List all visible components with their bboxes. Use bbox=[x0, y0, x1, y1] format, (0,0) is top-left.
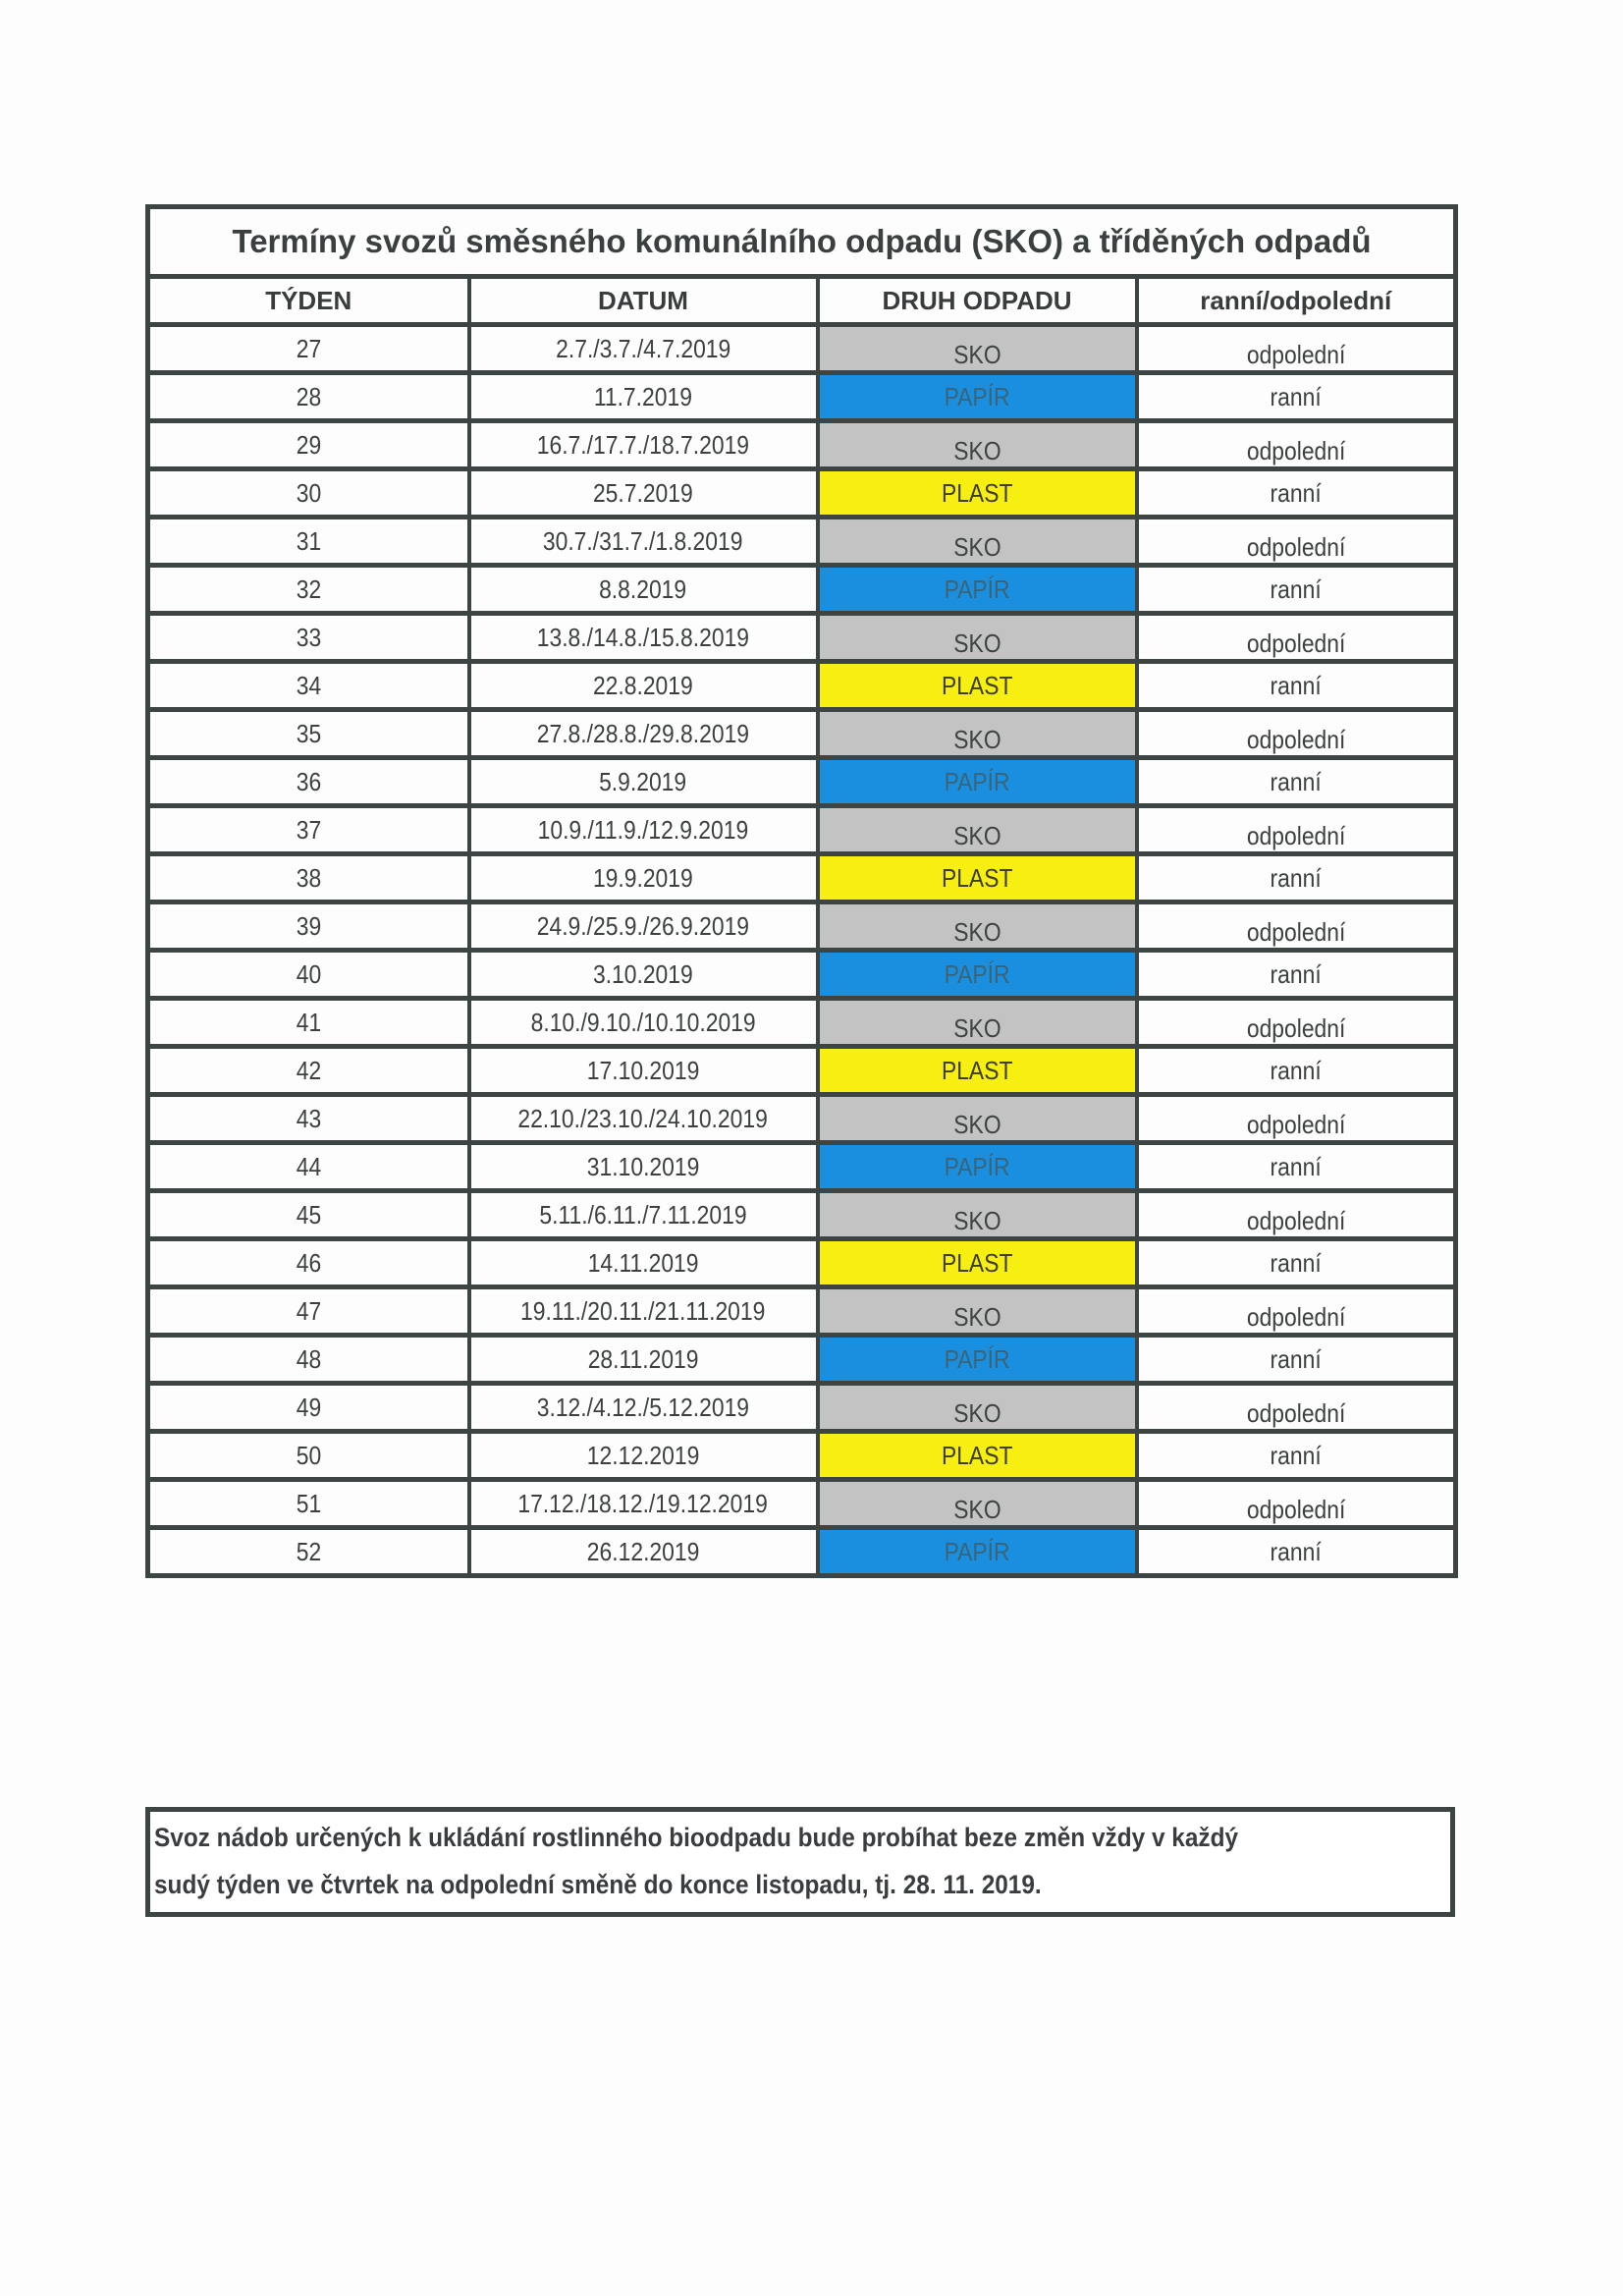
waste-type-cell-text: SKO bbox=[952, 628, 1001, 658]
shift-cell-text: odpolední bbox=[1246, 1301, 1346, 1332]
date-cell bbox=[469, 1528, 818, 1576]
week-cell-text: 36 bbox=[296, 766, 321, 796]
date-cell bbox=[469, 1336, 818, 1384]
table-title: Termíny svozů směsného komunálního odpadu (SKO) a tříděných odpadů bbox=[148, 207, 1456, 277]
date-cell bbox=[469, 662, 818, 710]
date-cell bbox=[469, 566, 818, 614]
bio-waste-note bbox=[145, 1807, 1455, 1917]
shift-cell-text: odpolední bbox=[1246, 531, 1346, 562]
date-cell-text: 17.10.2019 bbox=[586, 1055, 700, 1085]
week-cell bbox=[148, 1336, 469, 1384]
waste-type-cell bbox=[818, 951, 1137, 999]
date-cell-text: 8.10./9.10./10.10.2019 bbox=[530, 1007, 756, 1037]
shift-cell bbox=[1137, 518, 1456, 566]
table-row bbox=[148, 1336, 1456, 1384]
week-cell-text: 27 bbox=[296, 333, 321, 363]
date-cell-text: 25.7.2019 bbox=[593, 477, 693, 508]
week-cell-text: 29 bbox=[296, 429, 321, 460]
column-header-week: TÝDEN bbox=[148, 277, 469, 325]
shift-cell-text: odpolední bbox=[1246, 1012, 1346, 1043]
date-cell-text: 10.9./11.9./12.9.2019 bbox=[537, 814, 749, 845]
week-cell-text: 37 bbox=[296, 814, 321, 845]
week-cell-text: 34 bbox=[296, 670, 321, 700]
waste-type-cell bbox=[818, 469, 1137, 518]
table-row bbox=[148, 1528, 1456, 1576]
waste-type-cell bbox=[818, 325, 1137, 373]
table-row bbox=[148, 1384, 1456, 1432]
date-cell bbox=[469, 469, 818, 518]
week-cell-text: 46 bbox=[296, 1247, 321, 1278]
shift-cell-text: odpolední bbox=[1246, 1494, 1346, 1524]
table-row bbox=[148, 1191, 1456, 1239]
date-cell-text: 12.12.2019 bbox=[586, 1440, 700, 1470]
shift-cell bbox=[1137, 614, 1456, 662]
shift-cell-text: ranní bbox=[1270, 766, 1322, 796]
shift-cell-text: ranní bbox=[1270, 1247, 1322, 1278]
waste-type-cell bbox=[818, 566, 1137, 614]
shift-cell-text: ranní bbox=[1270, 1055, 1322, 1085]
date-cell bbox=[469, 1287, 818, 1336]
waste-type-cell-text: SKO bbox=[952, 916, 1001, 947]
shift-cell bbox=[1137, 854, 1456, 902]
shift-cell bbox=[1137, 566, 1456, 614]
week-cell bbox=[148, 806, 469, 854]
week-cell-text: 33 bbox=[296, 622, 321, 652]
date-cell bbox=[469, 999, 818, 1047]
table-row bbox=[148, 421, 1456, 469]
waste-type-cell-text: PLAST bbox=[941, 1055, 1013, 1085]
shift-cell bbox=[1137, 902, 1456, 951]
week-cell-text: 44 bbox=[296, 1151, 321, 1181]
waste-type-cell bbox=[818, 1047, 1137, 1095]
title-row bbox=[148, 207, 1456, 277]
week-cell-text: 28 bbox=[296, 381, 321, 411]
shift-cell bbox=[1137, 662, 1456, 710]
waste-type-cell-text: PAPÍR bbox=[944, 1536, 1010, 1566]
date-cell bbox=[469, 518, 818, 566]
date-cell bbox=[469, 373, 818, 421]
date-cell-text: 19.9.2019 bbox=[593, 862, 693, 893]
waste-type-cell bbox=[818, 999, 1137, 1047]
waste-type-cell-text: SKO bbox=[952, 820, 1001, 850]
date-cell bbox=[469, 1384, 818, 1432]
date-cell bbox=[469, 421, 818, 469]
week-cell bbox=[148, 902, 469, 951]
table-row bbox=[148, 662, 1456, 710]
table-row bbox=[148, 951, 1456, 999]
waste-type-cell bbox=[818, 758, 1137, 806]
shift-cell bbox=[1137, 373, 1456, 421]
waste-type-cell-text: SKO bbox=[952, 339, 1001, 369]
shift-cell bbox=[1137, 758, 1456, 806]
shift-cell-text: odpolední bbox=[1246, 1205, 1346, 1235]
waste-type-cell-text: PAPÍR bbox=[944, 1343, 1010, 1374]
date-cell-text: 22.10./23.10./24.10.2019 bbox=[517, 1103, 769, 1133]
week-cell bbox=[148, 566, 469, 614]
waste-type-cell-text: SKO bbox=[952, 1109, 1001, 1139]
table-row bbox=[148, 1480, 1456, 1528]
date-cell-text: 31.10.2019 bbox=[586, 1151, 700, 1181]
table-row bbox=[148, 518, 1456, 566]
week-cell bbox=[148, 373, 469, 421]
waste-type-cell bbox=[818, 1143, 1137, 1191]
table-row bbox=[148, 1143, 1456, 1191]
shift-cell-text: odpolední bbox=[1246, 628, 1346, 658]
waste-type-cell bbox=[818, 1528, 1137, 1576]
shift-cell bbox=[1137, 1287, 1456, 1336]
shift-cell bbox=[1137, 421, 1456, 469]
date-cell bbox=[469, 1143, 818, 1191]
shift-cell-text: ranní bbox=[1270, 1440, 1322, 1470]
week-cell-text: 50 bbox=[296, 1440, 321, 1470]
week-cell bbox=[148, 1287, 469, 1336]
week-cell-text: 31 bbox=[296, 525, 321, 556]
date-cell bbox=[469, 614, 818, 662]
shift-cell-text: ranní bbox=[1270, 1343, 1322, 1374]
table-row bbox=[148, 614, 1456, 662]
waste-type-cell-text: PAPÍR bbox=[944, 1151, 1010, 1181]
shift-cell bbox=[1137, 1480, 1456, 1528]
week-cell bbox=[148, 1047, 469, 1095]
waste-type-cell bbox=[818, 1191, 1137, 1239]
date-cell bbox=[469, 325, 818, 373]
date-cell-text: 16.7./17.7./18.7.2019 bbox=[536, 429, 750, 460]
week-cell bbox=[148, 662, 469, 710]
date-cell bbox=[469, 1047, 818, 1095]
shift-cell bbox=[1137, 1143, 1456, 1191]
shift-cell bbox=[1137, 806, 1456, 854]
shift-cell-text: ranní bbox=[1270, 574, 1322, 604]
shift-cell bbox=[1137, 1336, 1456, 1384]
week-cell-text: 51 bbox=[296, 1488, 321, 1518]
column-header-waste-type: DRUH ODPADU bbox=[818, 277, 1137, 325]
waste-type-cell-text: PAPÍR bbox=[944, 574, 1010, 604]
waste-type-cell bbox=[818, 1095, 1137, 1143]
waste-type-cell bbox=[818, 710, 1137, 758]
week-cell-text: 38 bbox=[296, 862, 321, 893]
week-cell bbox=[148, 1095, 469, 1143]
week-cell bbox=[148, 469, 469, 518]
column-header-date: DATUM bbox=[469, 277, 818, 325]
week-cell bbox=[148, 710, 469, 758]
shift-cell-text: ranní bbox=[1270, 381, 1322, 411]
table-row bbox=[148, 710, 1456, 758]
table-row bbox=[148, 1047, 1456, 1095]
date-cell-text: 22.8.2019 bbox=[593, 670, 693, 700]
waste-type-cell-text: PLAST bbox=[941, 670, 1013, 700]
date-cell-text: 26.12.2019 bbox=[586, 1536, 700, 1566]
waste-type-cell bbox=[818, 614, 1137, 662]
shift-cell bbox=[1137, 325, 1456, 373]
shift-cell bbox=[1137, 1191, 1456, 1239]
shift-cell bbox=[1137, 469, 1456, 518]
date-cell-text: 28.11.2019 bbox=[587, 1343, 699, 1374]
table-row bbox=[148, 854, 1456, 902]
table-row bbox=[148, 999, 1456, 1047]
week-cell bbox=[148, 1432, 469, 1480]
waste-type-cell-text: SKO bbox=[952, 1012, 1001, 1043]
week-cell bbox=[148, 758, 469, 806]
waste-type-cell-text: SKO bbox=[952, 531, 1001, 562]
date-cell-text: 19.11./20.11./21.11.2019 bbox=[520, 1295, 766, 1326]
shift-cell-text: odpolední bbox=[1246, 820, 1346, 850]
week-cell bbox=[148, 614, 469, 662]
week-cell-text: 47 bbox=[296, 1295, 321, 1326]
shift-cell-text: ranní bbox=[1270, 1536, 1322, 1566]
waste-type-cell-text: SKO bbox=[952, 1397, 1001, 1428]
shift-cell-text: odpolední bbox=[1246, 916, 1346, 947]
waste-type-cell-text: SKO bbox=[952, 1205, 1001, 1235]
table-row bbox=[148, 1432, 1456, 1480]
table-row bbox=[148, 469, 1456, 518]
date-cell-text: 11.7.2019 bbox=[593, 381, 693, 411]
week-cell bbox=[148, 854, 469, 902]
shift-cell-text: ranní bbox=[1270, 862, 1322, 893]
date-cell-text: 5.11./6.11./7.11.2019 bbox=[539, 1199, 747, 1230]
shift-cell bbox=[1137, 710, 1456, 758]
waste-type-cell-text: PLAST bbox=[941, 1440, 1013, 1470]
week-cell bbox=[148, 1528, 469, 1576]
week-cell-text: 40 bbox=[296, 958, 321, 989]
date-cell-text: 17.12./18.12./19.12.2019 bbox=[517, 1488, 769, 1518]
waste-type-cell bbox=[818, 1287, 1137, 1336]
shift-cell-text: odpolední bbox=[1246, 339, 1346, 369]
table-row bbox=[148, 325, 1456, 373]
week-cell bbox=[148, 1384, 469, 1432]
waste-type-cell-text: PLAST bbox=[941, 862, 1013, 893]
week-cell-text: 45 bbox=[296, 1199, 321, 1230]
schedule-rows bbox=[148, 325, 1456, 1576]
waste-type-cell bbox=[818, 902, 1137, 951]
date-cell bbox=[469, 902, 818, 951]
week-cell-text: 52 bbox=[296, 1536, 321, 1566]
collection-schedule-table bbox=[145, 204, 1458, 1578]
week-cell bbox=[148, 1480, 469, 1528]
date-cell bbox=[469, 1432, 818, 1480]
waste-type-cell bbox=[818, 662, 1137, 710]
shift-cell-text: odpolední bbox=[1246, 1109, 1346, 1139]
week-cell bbox=[148, 951, 469, 999]
table-row bbox=[148, 373, 1456, 421]
week-cell bbox=[148, 1191, 469, 1239]
shift-cell bbox=[1137, 1095, 1456, 1143]
waste-type-cell bbox=[818, 1239, 1137, 1287]
date-cell-text: 14.11.2019 bbox=[587, 1247, 699, 1278]
week-cell bbox=[148, 1143, 469, 1191]
shift-cell bbox=[1137, 1384, 1456, 1432]
date-cell-text: 30.7./31.7./1.8.2019 bbox=[543, 525, 743, 556]
waste-type-cell bbox=[818, 421, 1137, 469]
date-cell-text: 27.8./28.8./29.8.2019 bbox=[536, 718, 750, 748]
shift-cell-text: ranní bbox=[1270, 477, 1322, 508]
shift-cell bbox=[1137, 1528, 1456, 1576]
header-row bbox=[148, 277, 1456, 325]
week-cell-text: 30 bbox=[296, 477, 321, 508]
week-cell-text: 49 bbox=[296, 1392, 321, 1422]
waste-type-cell bbox=[818, 854, 1137, 902]
table-row bbox=[148, 1287, 1456, 1336]
waste-type-cell bbox=[818, 373, 1137, 421]
table-row bbox=[148, 806, 1456, 854]
table-row bbox=[148, 758, 1456, 806]
date-cell bbox=[469, 854, 818, 902]
date-cell-text: 8.8.2019 bbox=[599, 574, 687, 604]
waste-type-cell bbox=[818, 1480, 1137, 1528]
date-cell bbox=[469, 710, 818, 758]
date-cell-text: 3.10.2019 bbox=[593, 958, 693, 989]
waste-type-cell-text: PLAST bbox=[941, 477, 1013, 508]
shift-cell-text: odpolední bbox=[1246, 435, 1346, 465]
date-cell-text: 13.8./14.8./15.8.2019 bbox=[536, 622, 750, 652]
waste-type-cell bbox=[818, 1384, 1137, 1432]
table-row bbox=[148, 1239, 1456, 1287]
waste-type-cell bbox=[818, 1336, 1137, 1384]
date-cell-text: 24.9./25.9./26.9.2019 bbox=[536, 910, 750, 941]
date-cell bbox=[469, 1191, 818, 1239]
waste-type-cell-text: PAPÍR bbox=[944, 958, 1010, 989]
week-cell-text: 42 bbox=[296, 1055, 321, 1085]
waste-type-cell bbox=[818, 518, 1137, 566]
date-cell bbox=[469, 806, 818, 854]
date-cell bbox=[469, 1239, 818, 1287]
date-cell bbox=[469, 758, 818, 806]
shift-cell bbox=[1137, 951, 1456, 999]
week-cell-text: 43 bbox=[296, 1103, 321, 1133]
shift-cell-text: ranní bbox=[1270, 958, 1322, 989]
week-cell-text: 48 bbox=[296, 1343, 321, 1374]
shift-cell bbox=[1137, 1047, 1456, 1095]
waste-type-cell-text: PLAST bbox=[941, 1247, 1013, 1278]
date-cell bbox=[469, 1095, 818, 1143]
waste-type-cell-text: SKO bbox=[952, 435, 1001, 465]
week-cell-text: 41 bbox=[296, 1007, 321, 1037]
week-cell bbox=[148, 325, 469, 373]
waste-type-cell-text: SKO bbox=[952, 1494, 1001, 1524]
date-cell-text: 3.12./4.12./5.12.2019 bbox=[536, 1392, 750, 1422]
table-row bbox=[148, 566, 1456, 614]
table-row bbox=[148, 902, 1456, 951]
waste-type-cell-text: PAPÍR bbox=[944, 381, 1010, 411]
week-cell bbox=[148, 421, 469, 469]
waste-type-cell bbox=[818, 806, 1137, 854]
shift-cell-text: odpolední bbox=[1246, 724, 1346, 754]
week-cell-text: 32 bbox=[296, 574, 321, 604]
note-line: sudý týden ve čtvrtek na odpolední směně do konce listopadu, tj. 28. 11. 2019. bbox=[154, 1870, 1042, 1899]
shift-cell bbox=[1137, 999, 1456, 1047]
date-cell-text: 2.7./3.7./4.7.2019 bbox=[555, 333, 731, 363]
waste-type-cell-text: SKO bbox=[952, 1301, 1001, 1332]
date-cell bbox=[469, 1480, 818, 1528]
waste-type-cell-text: SKO bbox=[952, 724, 1001, 754]
week-cell-text: 35 bbox=[296, 718, 321, 748]
shift-cell-text: ranní bbox=[1270, 1151, 1322, 1181]
waste-type-cell-text: PAPÍR bbox=[944, 766, 1010, 796]
week-cell bbox=[148, 999, 469, 1047]
shift-cell-text: odpolední bbox=[1246, 1397, 1346, 1428]
note-line: Svoz nádob určených k ukládání rostlinného bioodpadu bude probíhat beze změn vždy v každý bbox=[154, 1823, 1239, 1852]
shift-cell-text: ranní bbox=[1270, 670, 1322, 700]
column-header-shift: ranní/odpolední bbox=[1137, 277, 1456, 325]
table-row bbox=[148, 1095, 1456, 1143]
week-cell-text: 39 bbox=[296, 910, 321, 941]
date-cell-text: 5.9.2019 bbox=[599, 766, 687, 796]
week-cell bbox=[148, 1239, 469, 1287]
shift-cell bbox=[1137, 1239, 1456, 1287]
waste-type-cell bbox=[818, 1432, 1137, 1480]
shift-cell bbox=[1137, 1432, 1456, 1480]
week-cell bbox=[148, 518, 469, 566]
date-cell bbox=[469, 951, 818, 999]
